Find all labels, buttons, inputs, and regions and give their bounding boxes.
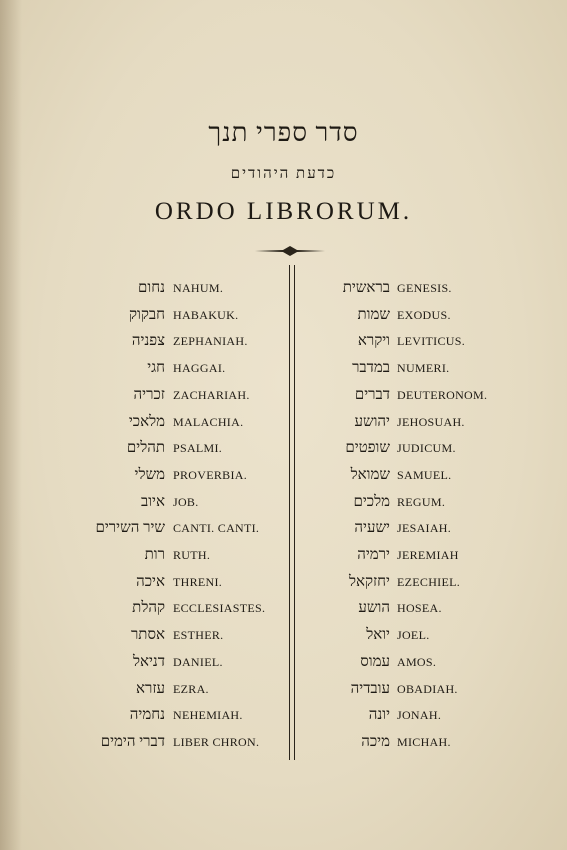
list-item <box>300 703 555 727</box>
book-name-hebrew: דברים <box>354 386 390 403</box>
book-name-latin: NEHEMIAH. <box>173 708 243 723</box>
book-name-hebrew: ירמיה <box>357 547 390 563</box>
list-item <box>300 276 555 300</box>
book-name-latin: NAHUM. <box>173 281 224 295</box>
list-item <box>300 650 555 674</box>
list-item <box>0 543 290 567</box>
list-item <box>0 276 290 300</box>
book-name-latin: SAMUEL. <box>397 467 452 482</box>
book-name-latin: ZACHARIAH. <box>173 387 250 402</box>
book-name-hebrew: יואל <box>366 627 390 644</box>
book-name-hebrew: אסתר <box>130 627 165 644</box>
list-item <box>0 356 290 380</box>
book-name-latin: DEUTERONOM. <box>397 387 488 402</box>
hebrew-title: סדר ספרי תנך <box>208 118 359 147</box>
book-name-hebrew: שמואל <box>350 466 390 483</box>
book-name-hebrew: נחום <box>138 280 165 296</box>
book-name-hebrew: רות <box>144 547 165 563</box>
book-name-latin: JEREMIAH <box>397 548 459 562</box>
book-name-hebrew: ויקרא <box>357 333 390 350</box>
hebrew-subtitle: כדעת היהודים <box>230 166 337 182</box>
book-name-latin: ZEPHANIAH. <box>173 334 248 349</box>
book-name-latin: AMOS. <box>397 654 437 669</box>
book-name-latin: GENESIS. <box>397 281 452 295</box>
book-name-latin: MICHAH. <box>397 734 451 749</box>
book-name-hebrew: חגי <box>147 360 165 377</box>
list-item <box>300 596 555 620</box>
book-name-hebrew: יהושע <box>354 413 390 430</box>
list-item <box>0 570 290 594</box>
book-name-latin: EZECHIEL. <box>397 574 461 589</box>
book-name-hebrew: עובדיה <box>350 680 390 697</box>
book-name-latin: HAGGAI. <box>173 361 226 376</box>
book-name-latin: JESAIAH. <box>397 521 452 536</box>
list-item <box>300 570 555 594</box>
list-item <box>300 383 555 407</box>
list-item <box>300 623 555 647</box>
book-name-latin: EZRA. <box>173 681 209 696</box>
list-item <box>300 516 555 540</box>
book-name-hebrew: יחזקאל <box>348 573 390 590</box>
book-name-hebrew: עמוס <box>360 653 390 670</box>
list-item <box>0 516 290 540</box>
list-item <box>300 410 555 434</box>
book-name-latin: JEHOSUAH. <box>397 414 465 429</box>
list-item <box>300 543 555 567</box>
list-item <box>0 329 290 353</box>
book-name-latin: JOEL. <box>397 628 430 643</box>
book-name-hebrew: חבקוק <box>129 306 165 323</box>
book-name-hebrew: משלי <box>134 466 165 483</box>
book-name-latin: CANTI. CANTI. <box>173 521 260 536</box>
list-item <box>300 677 555 701</box>
latin-title: ORDO LIBRORUM. <box>154 198 413 225</box>
book-name-hebrew: עזרא <box>135 680 165 697</box>
book-name-hebrew: בראשית <box>342 280 390 296</box>
book-name-hebrew: איוב <box>140 493 165 510</box>
book-name-hebrew: איכה <box>136 573 165 590</box>
book-name-hebrew: דניאל <box>132 653 165 670</box>
list-item <box>0 436 290 460</box>
book-name-hebrew: שופטים <box>345 440 390 457</box>
list-item <box>0 623 290 647</box>
list-item <box>0 410 290 434</box>
list-item <box>0 463 290 487</box>
book-name-latin: ESTHER. <box>173 628 224 643</box>
book-name-hebrew: מלאכי <box>128 413 165 430</box>
book-name-latin: ECCLESIASTES. <box>173 601 266 616</box>
book-name-latin: PROVERBIA. <box>173 467 248 482</box>
book-name-hebrew: צפניה <box>131 333 165 350</box>
book-name-hebrew: תהלים <box>126 440 165 457</box>
list-item <box>0 677 290 701</box>
list-item <box>0 490 290 514</box>
book-name-latin: OBADIAH. <box>397 681 458 696</box>
book-name-latin: NUMERI. <box>397 361 450 376</box>
book-name-hebrew: יונה <box>368 707 390 724</box>
book-name-latin: REGUM. <box>397 494 446 509</box>
list-item <box>300 490 555 514</box>
book-name-hebrew: מלכים <box>353 493 390 510</box>
book-name-hebrew: במדבר <box>352 360 390 377</box>
list-item <box>0 303 290 327</box>
book-name-latin: PSALMI. <box>173 441 223 456</box>
list-item <box>300 303 555 327</box>
book-name-latin: DANIEL. <box>173 654 223 669</box>
book-name-hebrew: שיר השירים <box>95 520 165 537</box>
book-name-hebrew: מיכה <box>361 733 390 750</box>
list-item <box>300 463 555 487</box>
book-name-latin: JONAH. <box>397 708 442 723</box>
list-item <box>0 703 290 727</box>
book-name-hebrew: נחמיה <box>129 707 165 724</box>
book-name-hebrew: קהלת <box>132 600 165 617</box>
book-name-latin: HABAKUK. <box>173 307 239 322</box>
book-name-latin: HOSEA. <box>397 601 442 616</box>
book-name-latin: JOB. <box>173 494 199 509</box>
book-name-latin: EXODUS. <box>397 307 451 322</box>
book-name-latin: THRENI. <box>173 574 223 589</box>
book-name-latin: LEVITICUS. <box>397 334 465 349</box>
book-name-latin: RUTH. <box>173 548 211 562</box>
list-item <box>300 730 555 754</box>
book-name-hebrew: שמות <box>357 306 390 323</box>
list-item <box>300 436 555 460</box>
list-item <box>0 383 290 407</box>
book-name-hebrew: ישעיה <box>354 520 390 537</box>
book-name-hebrew: דברי הימים <box>100 733 165 750</box>
book-name-latin: LIBER CHRON. <box>173 734 260 749</box>
list-item <box>0 650 290 674</box>
list-item <box>0 596 290 620</box>
ornament-rule-icon <box>255 245 325 257</box>
list-item <box>300 356 555 380</box>
book-name-hebrew: הושע <box>358 600 390 617</box>
list-item <box>0 730 290 754</box>
book-name-hebrew: זכריה <box>133 386 165 403</box>
list-item <box>300 329 555 353</box>
book-name-latin: MALACHIA. <box>173 414 244 429</box>
book-name-latin: JUDICUM. <box>397 441 456 456</box>
